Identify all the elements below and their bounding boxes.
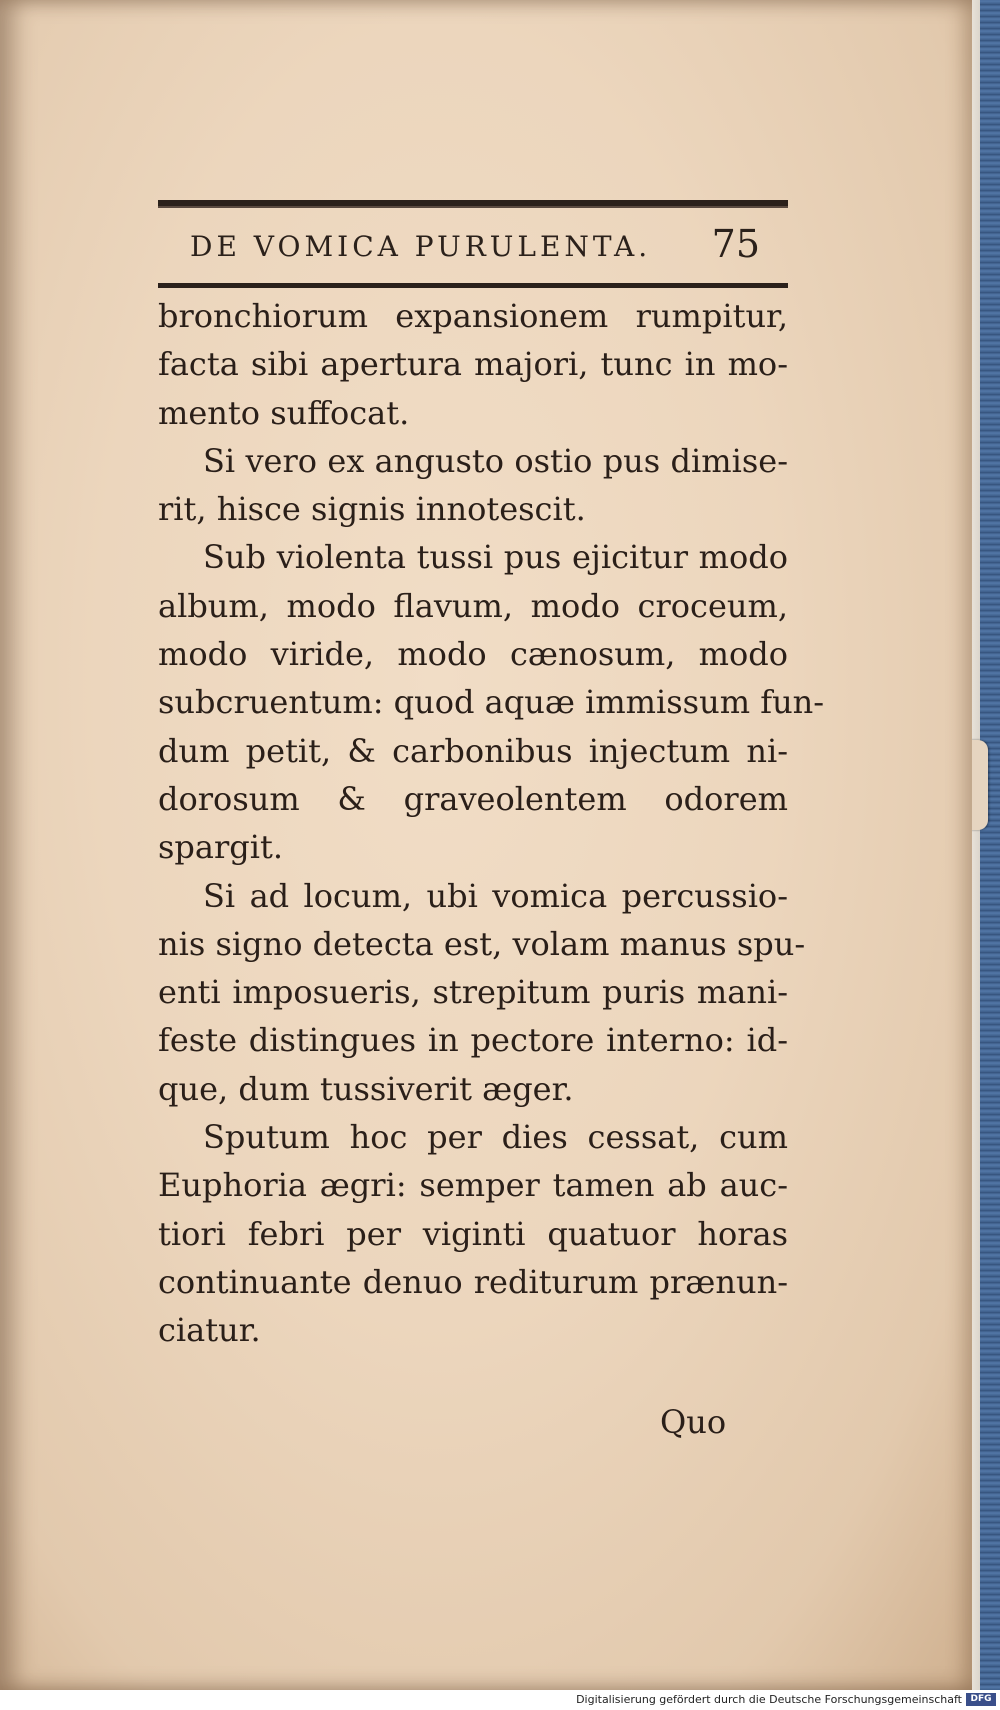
- text-line: mento suffocat.: [158, 393, 410, 432]
- catchword: Quo: [660, 1403, 727, 1441]
- running-header: [190, 222, 760, 274]
- text-line: bronchiorum expansionem rumpitur,: [158, 297, 788, 335]
- page-number: 75: [711, 222, 760, 266]
- text-line: facta sibi apertura majori, tunc in mo-: [158, 345, 788, 384]
- header-rule-bottom: [158, 283, 788, 288]
- dfg-logo-icon: DFG: [966, 1693, 996, 1706]
- text-line: spargit.: [158, 828, 284, 867]
- funding-credit: Digitalisierung gefördert durch die Deutsche Forschungsgemeinschaft: [576, 1693, 962, 1706]
- text-line: Si ad locum, ubi vomica percussio-: [203, 876, 788, 915]
- text-line: enti imposueris, strepitum puris mani-: [158, 973, 788, 1012]
- running-title: DE VOMICA PURULENTA.: [190, 230, 652, 263]
- text-line: album, modo flavum, modo croceum,: [158, 586, 788, 625]
- text-line: ciatur.: [158, 1311, 261, 1350]
- text-line: subcruentum: quod aquæ immissum fun-: [158, 683, 825, 722]
- text-line: dorosum & graveolentem odorem: [158, 779, 788, 818]
- text-line: dum petit, & carbonibus injectum ni-: [158, 731, 788, 770]
- header-rule-top: [158, 200, 788, 208]
- text-line: Si vero ex angusto ostio pus dimise-: [203, 441, 788, 480]
- text-line: Euphoria ægri: semper tamen ab auc-: [158, 1166, 788, 1205]
- text-line: continuante denuo rediturum prænun-: [158, 1262, 788, 1301]
- text-line: Sub violenta tussi pus ejicitur modo: [203, 538, 788, 577]
- text-line: rit, hisce signis innotescit.: [158, 490, 586, 529]
- text-line: tiori febri per viginti quatuor horas: [158, 1214, 788, 1253]
- text-line: nis signo detecta est, volam manus spu-: [158, 924, 806, 963]
- book-cover-edge: [980, 0, 1000, 1690]
- text-line: modo viride, modo cænosum, modo: [158, 635, 788, 674]
- body-text: [158, 292, 825, 1355]
- text-line: feste distingues in pectore interno: id-: [158, 1021, 788, 1060]
- text-line: Sputum hoc per dies cessat, cum: [203, 1118, 788, 1157]
- digitization-footer: [0, 1690, 1000, 1710]
- text-line: que, dum tussiverit æger.: [158, 1069, 574, 1108]
